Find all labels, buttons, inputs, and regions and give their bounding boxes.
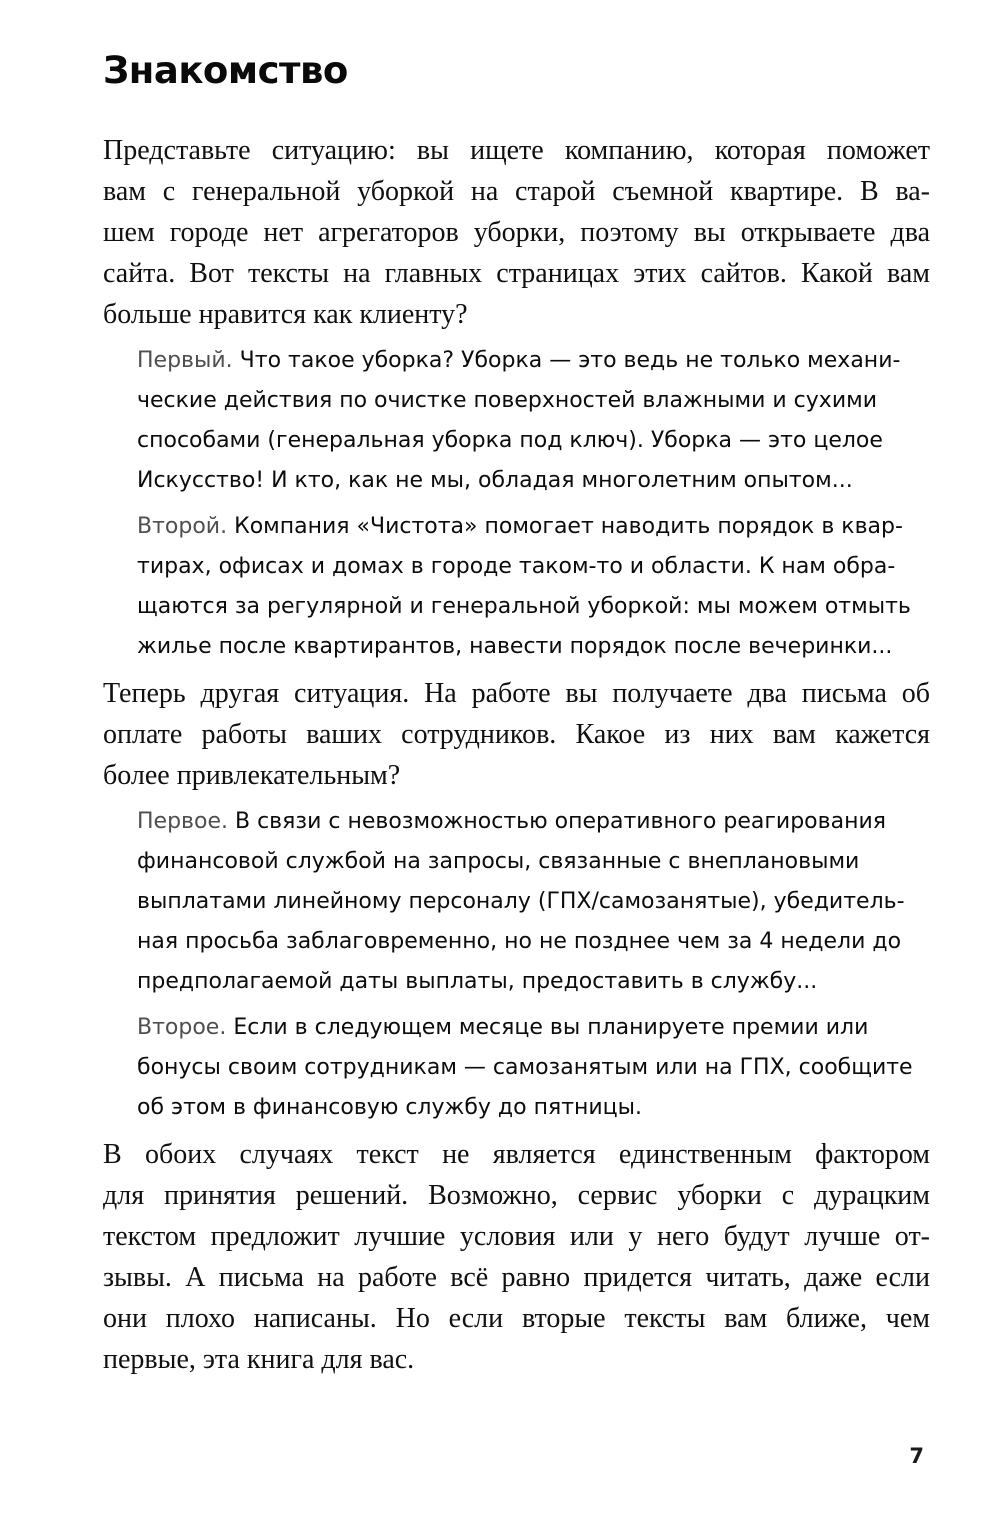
text-line: жилье после квартирантов, навести порядок после вечеринки... [137, 634, 893, 659]
example-lead-label: Второе. [137, 1015, 234, 1040]
paragraph [103, 673, 930, 796]
text-line: оплате работы ваших сотрудников. Какое из них вам кажется [103, 719, 930, 750]
paragraph [103, 1134, 930, 1380]
example-block [137, 802, 930, 1002]
text-line: способами (генеральная уборка под ключ). Уборка — это целое [137, 428, 883, 453]
text-line: зывы. А письма на работе всё равно придется читать, даже если [103, 1262, 930, 1293]
page-content [103, 130, 930, 1380]
page-number: 7 [909, 1444, 924, 1468]
text-line: более привлекательным? [103, 760, 401, 791]
text-line: шем городе нет агрегаторов уборки, поэтому вы открываете два [103, 217, 930, 248]
text-line: Теперь другая ситуация. На работе вы получаете два письма об [103, 678, 930, 709]
example-lead-label: Второй. [137, 514, 235, 539]
text-line: тирах, офисах и домах в городе таком-то и области. К нам обра- [137, 554, 896, 579]
text-line: Искусство! И кто, как не мы, обладая многолетним опытом... [137, 468, 853, 493]
text-line: они плохо написаны. Но если вторые тексты вам ближе, чем [103, 1303, 930, 1334]
text-line: щаются за регулярной и генеральной уборкой: мы можем отмыть [137, 594, 911, 619]
text-line: В обоих случаях текст не является единственным фактором [103, 1139, 930, 1170]
text-line: Первое. В связи с невозможностью оперативного реагирования [137, 809, 886, 834]
text-line: первые, эта книга для вас. [103, 1344, 415, 1375]
text-line: выплатами линейному персоналу (ГПХ/самозанятые), убедитель- [137, 889, 905, 914]
example-lead-label: Первое. [137, 809, 235, 834]
text-line: вам с генеральной уборкой на старой съемной квартире. В ва- [103, 176, 930, 207]
text-line: ная просьба заблаговременно, но не позднее чем за 4 недели до [137, 929, 902, 954]
example-block [137, 341, 930, 501]
text-line: Второй. Компания «Чистота» помогает наводить порядок в квар- [137, 514, 903, 539]
text-line: текстом предложит лучшие условия или у него будут лучше от- [103, 1221, 930, 1252]
text-line: для принятия решений. Возможно, сервис уборки с дурацким [103, 1180, 930, 1211]
text-line: об этом в финансовую службу до пятницы. [137, 1095, 643, 1120]
text-line: Первый. Что такое уборка? Уборка — это ведь не только механи- [137, 348, 901, 373]
paragraph [103, 130, 930, 335]
chapter-heading: Знакомство [103, 49, 348, 92]
text-line: ческие действия по очистке поверхностей влажными и сухими [137, 388, 878, 413]
example-block [137, 507, 930, 667]
text-line: финансовой службой на запросы, связанные с внеплановыми [137, 849, 860, 874]
text-line: предполагаемой даты выплаты, предоставить в службу... [137, 969, 818, 994]
text-line: Представьте ситуацию: вы ищете компанию, которая поможет [103, 135, 930, 166]
text-line: бонусы своим сотрудникам — самозанятым или на ГПХ, сообщите [137, 1055, 913, 1080]
example-lead-label: Первый. [137, 348, 240, 373]
example-block [137, 1008, 930, 1128]
text-line: больше нравится как клиенту? [103, 299, 468, 330]
text-line: Второе. Если в следующем месяце вы планируете премии или [137, 1015, 869, 1040]
text-line: сайта. Вот тексты на главных страницах этих сайтов. Какой вам [103, 258, 930, 289]
